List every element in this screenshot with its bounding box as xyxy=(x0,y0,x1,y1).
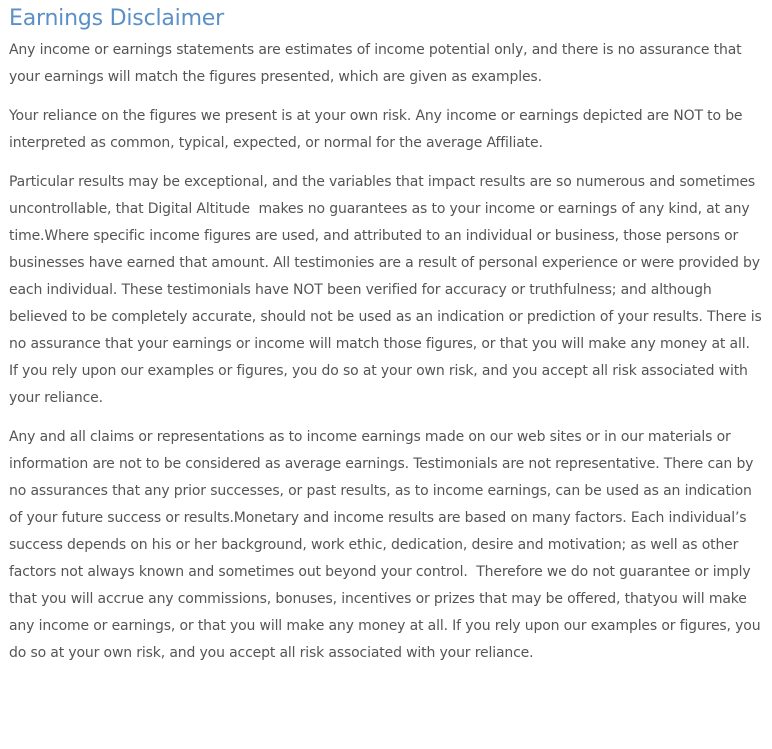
disclaimer-paragraph-2: Your reliance on the figures we present is at your own risk. Any income or earnings depicted are NOT to be interpreted as common, typical, expected, or normal for the average Affiliate. xyxy=(9,108,747,151)
page-title: Earnings Disclaimer xyxy=(9,6,224,31)
disclaimer-paragraph-1: Any income or earnings statements are estimates of income potential only, and there is no assurance that your earnings will match the figures presented, which are given as examples. xyxy=(9,42,746,85)
disclaimer-paragraph-4: Any and all claims or representations as to income earnings made on our web sites or in our materials or information are not to be considered as average earnings. Testimonials are not representative. There can by no assurances that any prior successes, or past results, as to income earnings, can be used as an indication of your future success or results.Monetary and income results are based on many factors. Each individual’s success depends on his or her background, work ethic, dedication, desire and motivation; as well as other factors not always known and sometimes out beyond your control. Therefore we do not guarantee or imply that you will accrue any commissions, bonuses, incentives or prizes that may be offered, thatyou will make any income or earnings, or that you will make any money at all. If you rely upon our examples or figures, you do so at your own risk, and you accept all risk associated with your reliance. xyxy=(9,429,765,661)
disclaimer-paragraph-3: Particular results may be exceptional, and the variables that impact results are so numerous and sometimes uncontrollable, that Digital Altitude makes no guarantees as to your income or earnings of any kind, at any time.Where specific income figures are used, and attributed to an individual or business, those persons or businesses have earned that amount. All testimonies are a result of personal experience or were provided by each individual. These testimonials have NOT been verified for accuracy or truthfulness; and although believed to be completely accurate, should not be used as an indication or prediction of your results. There is no assurance that your earnings or income will match those figures, or that you will make any money at all. If you rely upon our examples or figures, you do so at your own risk, and you accept all risk associated with your reliance. xyxy=(9,174,766,406)
